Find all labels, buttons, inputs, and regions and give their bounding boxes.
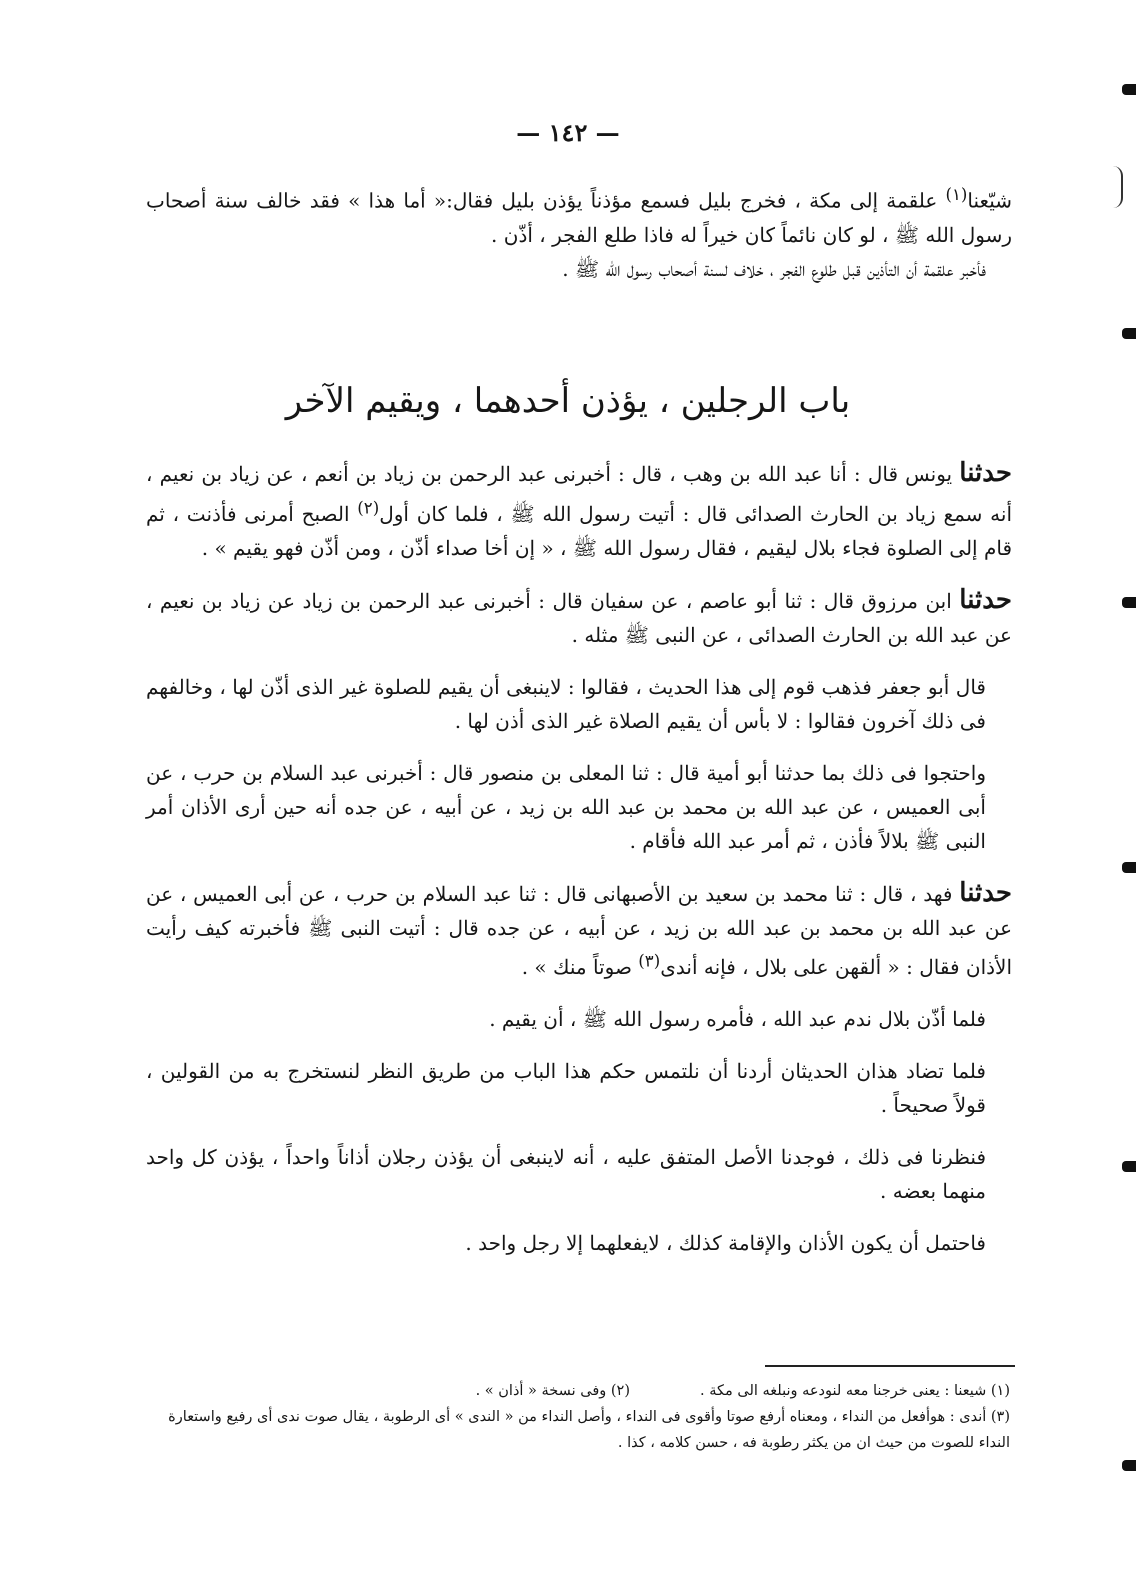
scan-edge-mark — [1122, 597, 1136, 608]
paragraph-text: يونس قال : أنا عبد الله بن وهب ، قال : أخبرنى عبد الرحمن بن زياد بن أنعم ، عن زياد بن نعيم ، أنه سمع زياد بن الحارث الصدائى قال : أتيت رسول الله ﷺ ، فلما كان أول$^{(٢)}$ الصبح أمرنى فأذنت ، ثم قام إلى الصلوة فجاء بلال ليقيم ، فقال رسول الله ﷺ ، « إن أخا صداء أذّن ، ومن أذّن فهو يقيم » . — [146, 462, 1012, 560]
paragraph-text: واحتجوا فى ذلك بما حدثنا أبو أمية قال : ثنا المعلى بن منصور قال : أخبرنى عبد السلام بن حرب ، عن أبى العميس ، عن عبد الله بن محمد بن عبد الله بن زيد ، عن أبيه ، عن جده أنه حين أرى الأذان أمر النبى ﷺ بلالاً فأذن ، ثم أمر عبد الله فأقام . — [146, 760, 986, 853]
text-paragraph — [146, 1054, 1012, 1122]
paragraph-text: فاحتمل أن يكون الأذان والإقامة كذلك ، لايفعلهما إلا رجل واحد . — [465, 1231, 986, 1256]
scan-edge-mark — [1122, 862, 1136, 873]
scan-edge-mark — [1122, 1161, 1136, 1172]
text-paragraph — [146, 670, 1012, 738]
footnote-1: (١) شيعنا : يعنى خرجنا معه لنودعه ونبلغه الى مكة . — [699, 1383, 1010, 1399]
hadith-paragraph — [146, 583, 1012, 652]
paragraph-text: فهد ، قال : ثنا محمد بن سعيد بن الأصبهانى قال : ثنا عبد السلام بن حرب ، عن أبى العميس ، عن عن عبد الله بن محمد بن عبد الله بن زيد ، عن أبيه ، عن جده قال : أتيت النبى ﷺ فأخبرته كيف رأيت الأذان فقال : « ألقهن على بلال ، فإنه أندى$^{(٣)}$ صوتاً منك » . — [146, 881, 1012, 980]
margin-bracket — [1113, 166, 1123, 208]
footnote-separator — [765, 1365, 1015, 1367]
top-text-block — [146, 178, 1012, 286]
scan-edge-mark — [1122, 1460, 1136, 1471]
hadith-paragraph — [146, 876, 1012, 985]
hadith-paragraph — [146, 456, 1012, 565]
paragraph-text: فنظرنا فى ذلك ، فوجدنا الأصل المتفق عليه ، أنه لاينبغى أن يؤذن رجلان أذاناً واحداً ، يؤذن كل واحد منهما بعضه . — [146, 1145, 986, 1204]
paragraph-text: ابن مرزوق قال : ثنا أبو عاصم ، عن سفيان قال : أخبرنى عبد الرحمن بن زياد عن زياد بن نعيم ، عن عبد الله بن الحارث الصدائى ، عن النبى ﷺ مثله . — [146, 588, 1012, 647]
paragraph-lead: حدثنا — [959, 458, 1012, 488]
text-paragraph — [146, 1140, 1012, 1208]
paragraph-lead: حدثنا — [959, 877, 1012, 908]
footnote-2: (٢) وفى نسخة « أذان » . — [475, 1383, 630, 1399]
text-paragraph — [146, 1226, 1012, 1260]
paragraph-text: قال أبو جعفر فذهب قوم إلى هذا الحديث ، فقالوا : لاينبغى أن يقيم للصلوة غير الذى أذّن لها ، وخالفهم فى ذلك آخرون فقالوا : لا بأس أن يقيم الصلاة غير الذى أذن لها . — [146, 674, 986, 733]
page-number: — ١٤٢ — — [516, 118, 620, 147]
chapter-heading: باب الرجلين ، يؤذن أحدهما ، ويقيم الآخر — [285, 381, 851, 421]
paragraph-text: فلما تضاد هذان الحديثان أردنا أن نلتمس حكم هذا الباب من طريق النظر لنستخرج به من القولين ، قولاً صحيحاً . — [146, 1059, 986, 1118]
footnote-3: (٣) أندى : هوأفعل من النداء ، ومعناه أرفع صوتا وأقوى فى النداء ، وأصل النداء من « الندى » أى الرطوبة ، يقال صوت ندى أى رفيع واستعارة النداء للصوت من حيث ان من يكثر رطوبة فه ، حسن كلامه ، كذا . — [168, 1409, 1010, 1451]
footnotes — [150, 1378, 1010, 1456]
paragraph-lead: حدثنا — [959, 584, 1012, 615]
scan-edge-mark — [1122, 328, 1136, 339]
paragraph-text: فلما أذّن بلال ندم عبد الله ، فأمره رسول الله ﷺ ، أن يقيم . — [489, 1007, 986, 1032]
scan-edge-mark — [1122, 84, 1136, 95]
main-text-block — [146, 456, 1012, 1260]
text-paragraph — [146, 756, 1012, 858]
continuation-paragraph-2: فأخبر علقمة أن التأذين قبل طلوع الفجر ، خلاف لسنة أصحاب رسول الله ﷺ . — [562, 256, 986, 281]
continuation-paragraph: شيّعنا$^{(١)}$ علقمة إلى مكة ، فخرج بليل فسمع مؤذناً يؤذن بليل فقال:« أما هذا » فقد خالف سنة أصحاب رسول الله ﷺ ، لو كان نائماً كان خيراً له فاذا طلع الفجر ، أذّن . — [146, 185, 1012, 247]
footnote-line — [150, 1378, 1010, 1404]
text-paragraph — [146, 1002, 1012, 1036]
